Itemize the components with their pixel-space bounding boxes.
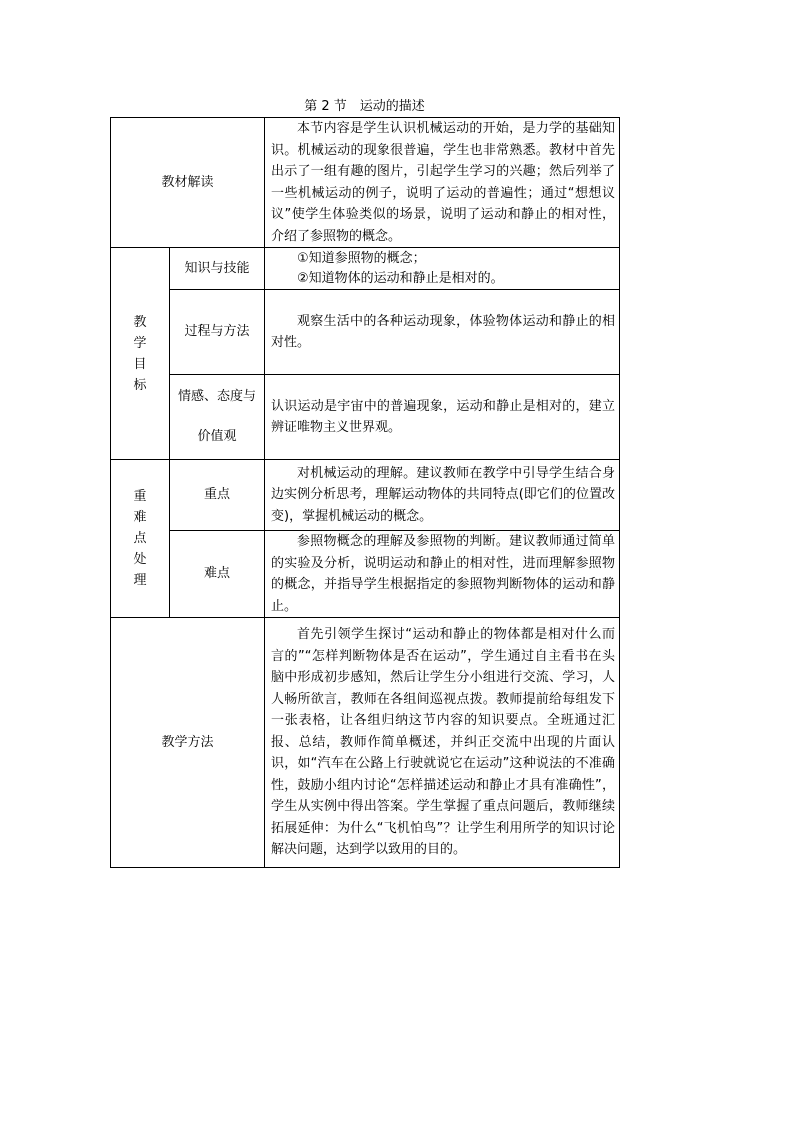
knowledge-label: 知识与技能 [170,248,265,290]
page-title: 第 2 节 运动的描述 [304,99,425,114]
method-cell [265,618,620,868]
emotion-text: 认识运动是宇宙中的普遍现象，运动和静止是相对的，建立辨证唯物主义世界观。 [271,398,616,435]
objectives-label-char: 标 [133,377,147,393]
key-point-cell [265,460,620,531]
method-row [111,618,620,868]
knowledge-item: ①知道参照物的概念； [297,250,426,266]
objectives-label-char: 目 [133,356,147,372]
difficult-point-cell [265,531,620,618]
emotion-cell [265,375,620,460]
focus-key-row [111,460,620,531]
focus-label-char: 难 [133,510,147,525]
process-text: 观察生活中的各种运动现象，体验物体运动和静止的相对性。 [271,313,616,350]
objectives-label-char: 教 [133,314,147,330]
objectives-label-char: 学 [133,335,147,351]
focus-difficult-row [111,531,620,618]
key-point-label: 重点 [170,460,265,531]
method-text: 首先引领学生探讨“运动和静止的物体都是相对什么而言的”“怎样判断物体是否在运动”，学生通过自主看书在头脑中形成初步感知，然后让学生分小组进行交流、学习，人人畅所欲言，教师在各组间巡视点拨。教师提前给每组发下一张表格，让各组归纳这节内容的知识要点。全班通过汇报、总结，教师作简单概述，并纠正交流中出现的片面认识，如“汽车在公路上行驶就说它在运动”这种说法的不准确性，鼓励小组内讨论“怎样描述运动和静止才具有准确性”，学生从实例中得出答案。学生掌握了重点问题后，教师继续拓展延伸：为什么“飞机怕鸟”？让学生利用所学的知识讨论解决问题，达到学以致用的目的。 [271,627,616,858]
emotion-label [170,375,265,460]
focus-label-char: 点 [133,531,147,546]
focus-label-char: 处 [133,552,147,567]
emotion-label-line: 价值观 [197,429,237,444]
emotion-label-line: 情感、态度与 [178,389,257,404]
difficult-point-label: 难点 [170,531,265,618]
textbook-text: 本节内容是学生认识机械运动的开始，是力学的基础知识。机械运动的现象很普遍，学生也非常熟悉。教材中首先出示了一组有趣的图片，引起学生学习的兴趣；然后列举了一些机械运动的例子，说明了运动的普遍性；通过“想想议议”使学生体验类似的场景，说明了运动和静止的相对性，介绍了参照物的概念。 [271,121,616,244]
objectives-label [111,248,170,460]
objective-process-row [111,290,620,375]
lesson-plan-table [110,117,620,868]
focus-label [111,460,170,618]
focus-label-char: 理 [133,573,147,588]
textbook-cell [265,118,620,248]
process-label: 过程与方法 [170,290,265,375]
key-point-text: 对机械运动的理解。建议教师在教学中引导学生结合身边实例分析思考，理解运动物体的共同特点(即它们的位置改变)，掌握机械运动的概念。 [271,465,616,524]
knowledge-cell [265,248,620,290]
process-cell [265,290,620,375]
objective-knowledge-row [111,248,620,290]
knowledge-item: ②知道物体的运动和静止是相对的。 [297,270,504,286]
focus-label-char: 重 [133,489,147,504]
textbook-row [111,118,620,248]
objective-emotion-row [111,375,620,460]
textbook-label: 教材解读 [111,118,265,248]
knowledge-list [265,249,619,289]
method-label: 教学方法 [111,618,265,868]
difficult-point-text: 参照物概念的理解及参照物的判断。建议教师通过简单的实验及分析，说明运动和静止的相对性，进而理解参照物的概念，并指导学生根据指定的参照物判断物体的运动和静止。 [271,534,616,614]
